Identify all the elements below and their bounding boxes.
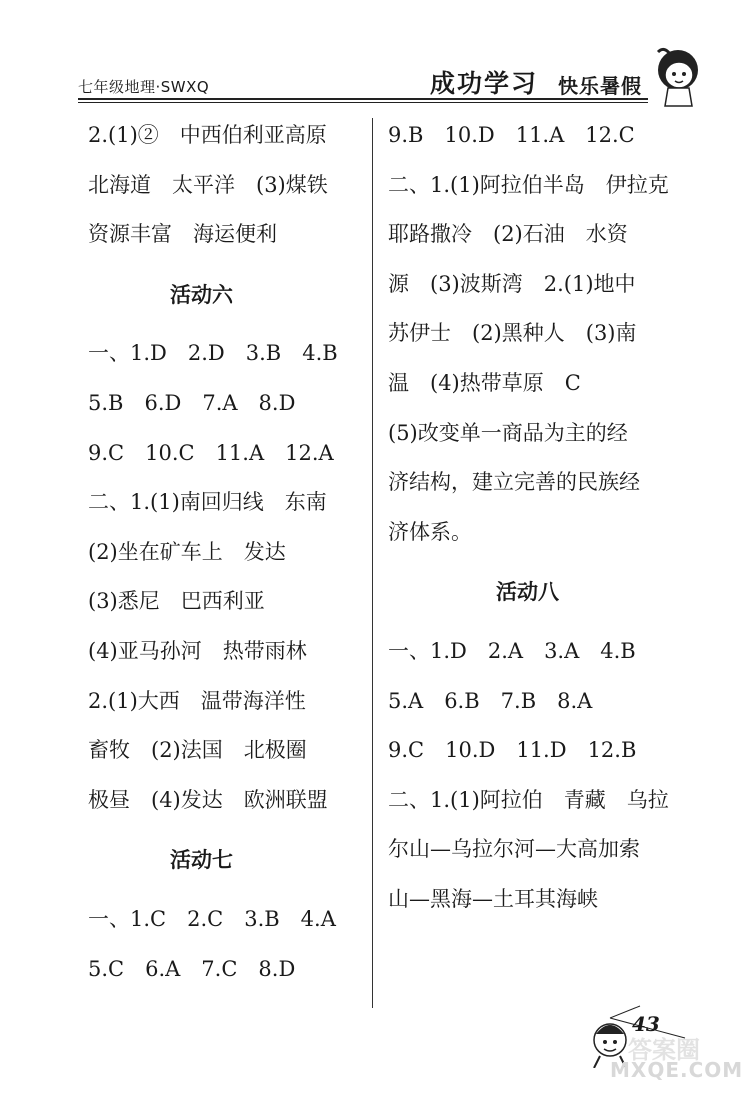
answer-line: 济体系。 xyxy=(388,519,472,544)
answer-line: 二、1.(1)南回归线 东南 xyxy=(88,490,327,515)
answer-line: 资源丰富 海运便利 xyxy=(88,222,277,247)
answer-line: 9.C 10.D 11.D 12.B xyxy=(388,738,637,763)
answer-line: (4)亚马孙河 热带雨林 xyxy=(88,639,307,663)
mascot-girl-icon xyxy=(652,44,706,108)
section-title: 活动六 xyxy=(170,282,233,307)
answer-line: 5.B 6.D 7.A 8.D xyxy=(88,391,296,415)
answer-line: (2)坐在矿车上 发达 xyxy=(88,539,286,564)
answer-line: 5.A 6.B 7.B 8.A xyxy=(388,688,593,713)
page-number: 43 xyxy=(632,1012,660,1036)
header-rule xyxy=(78,98,648,100)
answer-line: 9.B 10.D 11.A 12.C xyxy=(388,123,635,147)
header-book-info: 七年级地理·SWXQ xyxy=(78,78,210,96)
answer-line: 畜牧 (2)法国 北极圈 xyxy=(88,738,307,763)
answer-line: (5)改变单一商品为主的经 xyxy=(388,420,628,445)
answer-line: 9.C 10.C 11.A 12.A xyxy=(88,440,334,465)
header-subtitle: 快乐暑假 xyxy=(558,74,642,98)
answer-line: 山—黑海—土耳其海峡 xyxy=(388,887,598,911)
answer-line: 二、1.(1)阿拉伯 青藏 乌拉 xyxy=(388,787,669,812)
answer-line: 济结构，建立完善的民族经 xyxy=(388,470,640,495)
answer-line: 极昼 (4)发达 欧洲联盟 xyxy=(88,787,328,812)
answer-line: 耶路撒冷 (2)石油 水资 xyxy=(388,222,628,247)
answer-line: 北海道 太平洋 (3)煤铁 xyxy=(88,172,328,197)
answer-line: 二、1.(1)阿拉伯半岛 伊拉克 xyxy=(388,172,669,197)
answer-line: 尔山—乌拉尔河—大高加索 xyxy=(388,837,640,862)
column-divider xyxy=(372,118,373,1008)
answer-line: 2.(1)大西 温带海洋性 xyxy=(88,688,306,713)
watermark-logo-text: 答案圈 xyxy=(628,1036,700,1064)
section-title: 活动七 xyxy=(170,848,233,873)
header-rule-thin xyxy=(78,102,648,103)
watermark-url: MXQE.COM xyxy=(610,1058,744,1082)
answer-line: 2.(1)② 中西伯利亚高原 xyxy=(88,123,327,147)
answer-line: 苏伊士 (2)黑种人 (3)南 xyxy=(388,321,637,346)
answer-line: 5.C 6.A 7.C 8.D xyxy=(88,956,296,981)
answer-line: 一、1.D 2.D 3.B 4.B xyxy=(88,341,338,366)
answer-line: (3)悉尼 巴西利亚 xyxy=(88,589,265,614)
answer-line: 源 (3)波斯湾 2.(1)地中 xyxy=(388,271,636,296)
section-title: 活动八 xyxy=(496,580,559,605)
header-brand: 成功学习 xyxy=(430,69,539,98)
answer-line: 一、1.C 2.C 3.B 4.A xyxy=(88,907,336,931)
answer-line: 温 (4)热带草原 C xyxy=(388,371,581,395)
answer-line: 一、1.D 2.A 3.A 4.B xyxy=(388,639,636,663)
